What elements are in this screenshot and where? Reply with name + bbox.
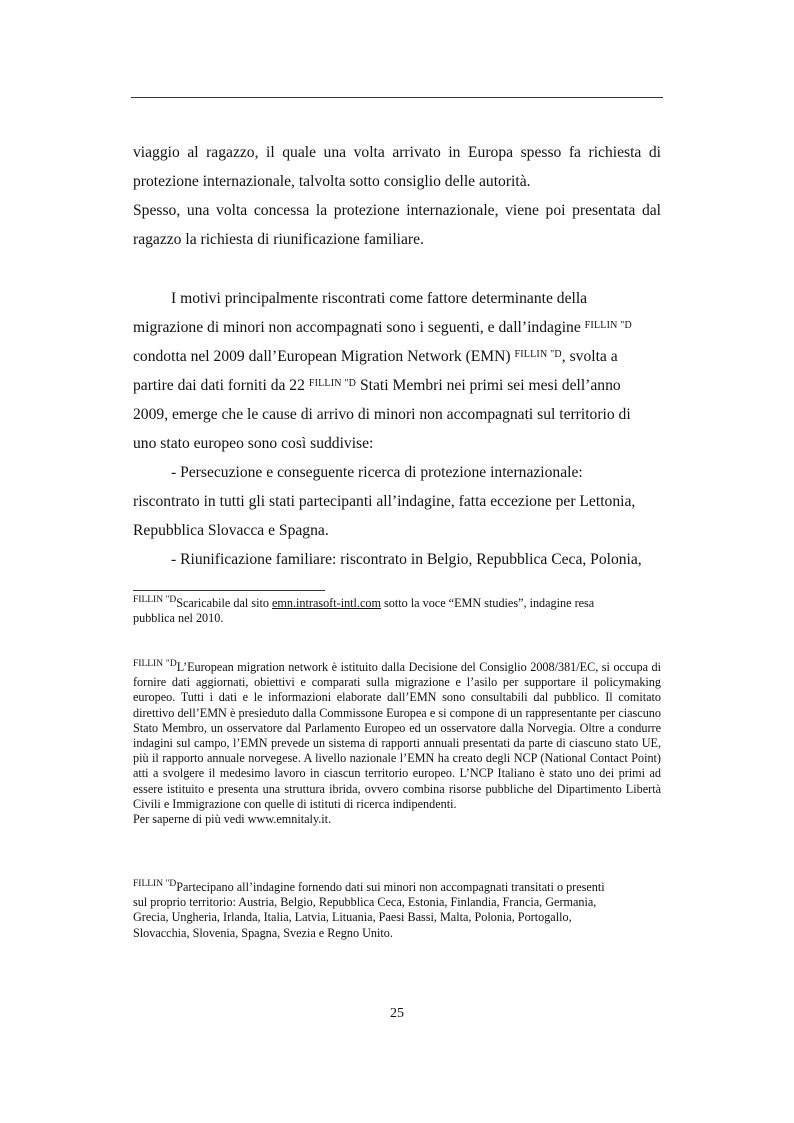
footnote-1-line-2: pubblica nel 2010. [133,611,224,626]
p3-line-4-text-b: Stati Membri nei primi sei mesi dell’anno [356,377,621,394]
item-1-line-3: Repubblica Slovacca e Spagna. [133,522,329,539]
p3-line-2-text: migrazione di minori non accompagnati sono i seguenti, e dall’indagine [133,319,585,336]
p3-line-1: I motivi principalmente riscontrati come fattore determinante della [171,290,588,307]
footnote-ref-1: FILLIN "D [584,320,632,331]
footnote-1-mark: FILLIN "D [133,595,177,605]
p3-line-3-text-b: , svolta a [561,348,618,365]
footnote-ref-2: FILLIN "D [514,349,562,360]
p3-line-6: uno stato europeo sono così suddivise: [133,435,374,452]
footnote-2-mark: FILLIN "D [133,659,177,669]
footnote-2-last-line: Per saperne di più vedi www.emnitaly.it. [133,812,332,827]
p3-line-3-text-a: condotta nel 2009 dall’European Migration Network (EMN) [133,348,515,365]
p2-line-2: ragazzo la richiesta di riunificazione familiare. [133,231,424,248]
footnote-3-line-2: sul proprio territorio: Austria, Belgio, Repubblica Ceca, Estonia, Finlandia, Francia, Germania, [133,895,597,910]
footnote-3-line-4: Slovacchia, Slovenia, Spagna, Svezia e Regno Unito. [133,925,393,940]
footnote-3-line-1: Partecipano all’indagine fornendo dati sui minori non accompagnati transitati o presenti [176,880,605,894]
p3-line-5: 2009, emerge che le cause di arrivo di minori non accompagnati sul territorio di [133,406,631,423]
footnote-1-text-a: Scaricabile dal sito [176,596,272,610]
p1-line-1: viaggio al ragazzo, il quale una volta arrivato in Europa spesso fa richiesta di [133,144,661,161]
page-number: 25 [390,1006,404,1021]
footnote-1-text-b: sotto la voce “EMN studies”, indagine resa [380,596,595,610]
footnote-1-link[interactable]: emn.intrasoft-intl.com [271,596,381,610]
p3-line-4-text-a: partire dai dati forniti da 22 [133,377,309,394]
footnote-2 [133,660,661,827]
p2-line-1: Spesso, una volta concessa la protezione internazionale, viene poi presentata dal [133,202,661,219]
item-2-line-1: - Riunificazione familiare: riscontrato in Belgio, Repubblica Ceca, Polonia, [171,551,642,568]
p3-line-4 [133,371,661,400]
footnote-ref-3: FILLIN "D [308,378,357,389]
footnote-1 [133,596,661,626]
item-1-line-2: riscontrato in tutti gli stati partecipanti all’indagine, fatta eccezione per Lettonia, [133,493,636,510]
p1-line-2: protezione internazionale, talvolta sotto consiglio delle autorità. [133,173,531,190]
footnote-separator [133,590,325,591]
paragraph-3 [133,284,661,574]
p3-line-2 [133,313,661,342]
header-rule [131,97,663,98]
p3-line-3 [133,342,661,371]
footnote-3 [133,880,661,941]
footnote-2-text: L’European migration network è istituito dalla Decisione del Consiglio 2008/381/EC, si occupa di fornire dati aggiornati, obiettivi e comparati sulla migrazione e l’asilo per supportare il policymaking europeo. Tutti i dati e le informazioni elaborate dall’EMN sono consultabili dal pubblico. Il comitato direttivo dell’EMN è presieduto dalla Commissone Europea e si compone di un rappresentante per ciascuno Stato Membro, un osservatore dal Parlamento Europeo ed un osservatore dalla Norvegia. Oltre a condurre indagini sul campo, l’EMN prevede un sistema di rapporti annuali presentati da parte di ciascuno stato UE, più il rapporto annuale norvegese. A livello nazionale l’EMN ha creato degli NCP (National Contact Point) atti a svolgere il medesimo lavoro in ciascun territorio europeo. L’NCP Italiano è stato uno dei primi ad essere istituito e presenta una struttura ibrida, ovvero combina risorse pubbliche del Dipartimento Libertà Civili e Immigrazione con quelle di istituti di ricerca indipendenti. [133,660,661,811]
footnote-3-mark: FILLIN "D [133,879,177,889]
item-1-line-1: - Persecuzione e conseguente ricerca di protezione internazionale: [171,464,583,481]
paragraph-1 [133,138,661,254]
footnote-3-line-3: Grecia, Ungheria, Irlanda, Italia, Latvia, Lituania, Paesi Bassi, Malta, Polonia, Portogallo, [133,910,572,925]
